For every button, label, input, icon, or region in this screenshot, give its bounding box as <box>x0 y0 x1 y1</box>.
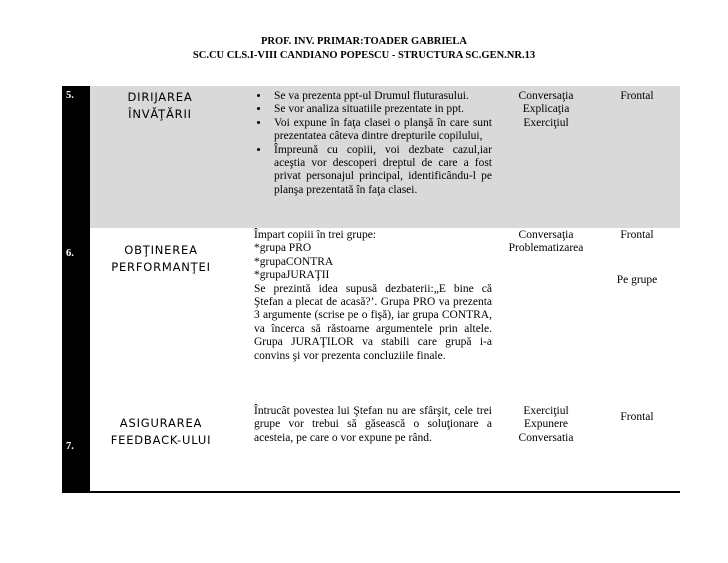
method-item: Exerciţiul <box>523 116 569 129</box>
method-item: Conversaţia <box>518 229 574 241</box>
methods-cell <box>498 90 594 130</box>
organization-cell <box>604 90 670 102</box>
methods-cell <box>498 405 594 445</box>
list-item: • Voi expune în faţa clasei o planşă în care sunt prezentatea câteva dintre drepturile copilului, <box>270 117 492 144</box>
phase-line: ÎNVĂŢĂRII <box>128 107 192 121</box>
organization-cell <box>604 411 670 423</box>
list-item: • Împreună cu copiii, voi dezbate cazul,iar aceştia vor descoperi dreptul de care a fost privat personajul principal, identificându-l pe planşa prezentată în faţa clasei. <box>270 144 492 198</box>
method-item: Expunere <box>523 418 569 431</box>
list-item: • Se vor analiza situatiile prezentate in ppt. <box>270 103 492 116</box>
method-item: Explicaţia <box>522 103 570 116</box>
activity-bullets <box>254 90 492 197</box>
row-number: 5. <box>66 90 74 101</box>
phase-name <box>100 89 220 123</box>
methods-cell <box>498 229 594 256</box>
activity-paragraph: Întrucât povestea lui Ştefan nu are sfârşit, cele trei grupe vor trebui să găsească o soluţionare a acesteia, pe care o vor expune pe rând. <box>254 405 492 444</box>
activity-line: Împart copiii în trei grupe: <box>254 229 376 241</box>
phase-line: FEEDBACK-ULUI <box>110 433 212 447</box>
phase-name <box>96 415 226 449</box>
row-number: 6. <box>66 248 74 259</box>
activity-content <box>254 90 492 197</box>
phase-line: OBŢINEREA <box>124 243 198 257</box>
activity-content <box>254 229 492 363</box>
activity-content <box>254 405 492 445</box>
method-item: Problematizarea <box>508 242 584 255</box>
list-item: • Se va prezenta ppt-ul Drumul fluturasului. <box>270 90 492 103</box>
number-column-bar <box>62 86 90 492</box>
organization-item: Frontal <box>620 411 654 423</box>
phase-line: PERFORMANŢEI <box>111 260 211 274</box>
organization-item: Pe grupe <box>616 274 658 286</box>
table-bottom-border <box>62 491 680 493</box>
method-item: Conversatia <box>518 431 574 444</box>
phase-line: DIRIJAREA <box>127 90 193 104</box>
phase-name <box>96 242 226 276</box>
activity-line: *grupa PRO <box>254 242 312 255</box>
organization-cell <box>604 229 670 286</box>
teacher-name: PROF. INV. PRIMAR:TOADER GABRIELA <box>260 36 468 47</box>
phase-line: ASIGURAREA <box>119 416 203 430</box>
row-number: 7. <box>66 441 74 452</box>
activity-line: *grupaCONTRA <box>254 255 334 268</box>
activity-paragraph: Se prezintă idea supusă dezbaterii:„E bine că Ştefan a plecat de acasă?’. Grupa PRO va prezenta 3 argumente (scrise pe o fişă), iar grupa CONTRA, va încerca să răstoarne argumentele prin altele. Grupa JURAŢILOR va stabili care grupă i-a convins şi vor prezenta concluziile finale. <box>254 282 492 362</box>
method-item: Conversaţia <box>518 90 574 102</box>
method-item: Exerciţiul <box>523 405 569 417</box>
organization-item: Frontal <box>620 90 654 102</box>
school-name: SC.CU CLS.I-VIII CANDIANO POPESCU - STRUCTURA SC.GEN.NR.13 <box>192 50 536 61</box>
organization-item: Frontal <box>620 229 654 241</box>
activity-line: *grupaJURAŢII <box>254 269 330 282</box>
